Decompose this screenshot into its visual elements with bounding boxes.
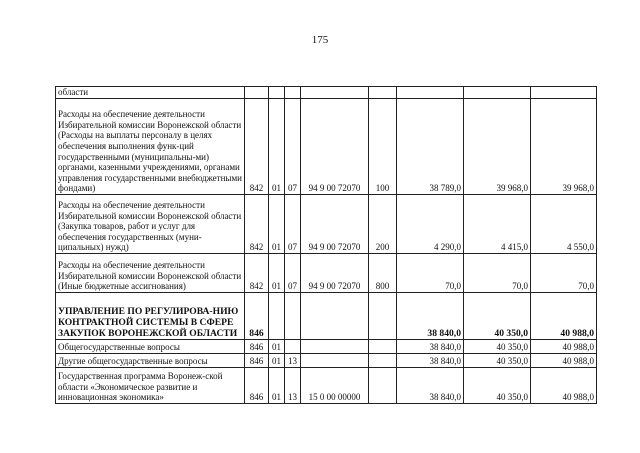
- target-item-cell: [301, 340, 369, 354]
- amount-year2-cell: [464, 87, 531, 99]
- ministry-code-cell: 842: [245, 195, 269, 254]
- section-code-cell: 01: [269, 195, 285, 254]
- table-row: [56, 87, 597, 99]
- subsection-code-cell: 13: [285, 368, 301, 404]
- ministry-code-cell: 846: [245, 354, 269, 368]
- table-row: [56, 254, 597, 293]
- amount-year1-cell: 38 789,0: [397, 99, 464, 195]
- expense-type-cell: [369, 354, 397, 368]
- expense-type-cell: [369, 293, 397, 340]
- subsection-code-cell: [285, 87, 301, 99]
- table-row: [56, 293, 597, 340]
- target-item-cell: 15 0 00 00000: [301, 368, 369, 404]
- table-row: [56, 354, 597, 368]
- ministry-code-cell: 846: [245, 340, 269, 354]
- row-name-cell: Расходы на обеспечение деятельности Избирательной комиссии Воронежской области (Иные бюджетные ассигнования): [56, 254, 245, 293]
- ministry-code-cell: 842: [245, 254, 269, 293]
- amount-year1-cell: 38 840,0: [397, 368, 464, 404]
- target-item-cell: [301, 293, 369, 340]
- row-name-cell: Другие общегосударственные вопросы: [56, 354, 245, 368]
- expense-type-cell: [369, 87, 397, 99]
- amount-year1-cell: 38 840,0: [397, 354, 464, 368]
- target-item-cell: 94 9 00 72070: [301, 254, 369, 293]
- section-code-cell: [269, 293, 285, 340]
- target-item-cell: [301, 354, 369, 368]
- row-name-cell: Государственная программа Воронеж-ской области «Экономическое развитие и инновационная экономика»: [56, 368, 245, 404]
- expense-type-cell: 800: [369, 254, 397, 293]
- row-name-cell: Расходы на обеспечение деятельности Избирательной комиссии Воронежской области (Расходы на выплаты персоналу в целях обеспечения выполнения функ-ций государственными (муниципальны-ми) органами, казенными учреждениями, органами управления государственными внебюджетными фондами): [56, 99, 245, 195]
- subsection-code-cell: [285, 340, 301, 354]
- subsection-code-cell: [285, 293, 301, 340]
- ministry-code-cell: 842: [245, 99, 269, 195]
- subsection-code-cell: 07: [285, 195, 301, 254]
- amount-year3-cell: 4 550,0: [531, 195, 597, 254]
- amount-year3-cell: 40 988,0: [531, 354, 597, 368]
- table-row: [56, 195, 597, 254]
- amount-year3-cell: 70,0: [531, 254, 597, 293]
- section-code-cell: 01: [269, 368, 285, 404]
- amount-year2-cell: 39 968,0: [464, 99, 531, 195]
- amount-year1-cell: 70,0: [397, 254, 464, 293]
- amount-year1-cell: 4 290,0: [397, 195, 464, 254]
- amount-year2-cell: 40 350,0: [464, 354, 531, 368]
- table-row: [56, 340, 597, 354]
- section-code-cell: 01: [269, 354, 285, 368]
- row-name-cell: УПРАВЛЕНИЕ ПО РЕГУЛИРОВА-НИЮ КОНТРАКТНОЙ СИСТЕМЫ В СФЕРЕ ЗАКУПОК ВОРОНЕЖСКОЙ ОБЛАСТИ: [56, 293, 245, 340]
- page-number: 175: [311, 34, 329, 46]
- amount-year2-cell: 4 415,0: [464, 195, 531, 254]
- amount-year2-cell: 70,0: [464, 254, 531, 293]
- section-code-cell: 01: [269, 99, 285, 195]
- expense-type-cell: [369, 340, 397, 354]
- amount-year2-cell: 40 350,0: [464, 293, 531, 340]
- target-item-cell: 94 9 00 72070: [301, 99, 369, 195]
- table-row: [56, 368, 597, 404]
- target-item-cell: [301, 87, 369, 99]
- expense-type-cell: 200: [369, 195, 397, 254]
- ministry-code-cell: 846: [245, 368, 269, 404]
- section-code-cell: 01: [269, 254, 285, 293]
- subsection-code-cell: 07: [285, 254, 301, 293]
- amount-year2-cell: 40 350,0: [464, 368, 531, 404]
- amount-year3-cell: [531, 87, 597, 99]
- ministry-code-cell: 846: [245, 293, 269, 340]
- amount-year2-cell: 40 350,0: [464, 340, 531, 354]
- amount-year3-cell: 40 988,0: [531, 293, 597, 340]
- table-row: [56, 99, 597, 195]
- row-name-cell: Расходы на обеспечение деятельности Избирательной комиссии Воронежской области (Закупка товаров, работ и услуг для обеспечения государственных (муни-ципальных) нужд): [56, 195, 245, 254]
- ministry-code-cell: [245, 87, 269, 99]
- budget-table: [55, 86, 597, 404]
- amount-year1-cell: 38 840,0: [397, 340, 464, 354]
- section-code-cell: [269, 87, 285, 99]
- expense-type-cell: [369, 368, 397, 404]
- target-item-cell: 94 9 00 72070: [301, 195, 369, 254]
- amount-year3-cell: 40 988,0: [531, 368, 597, 404]
- section-code-cell: 01: [269, 340, 285, 354]
- amount-year1-cell: [397, 87, 464, 99]
- amount-year3-cell: 40 988,0: [531, 340, 597, 354]
- expense-type-cell: 100: [369, 99, 397, 195]
- amount-year1-cell: 38 840,0: [397, 293, 464, 340]
- amount-year3-cell: 39 968,0: [531, 99, 597, 195]
- subsection-code-cell: 13: [285, 354, 301, 368]
- row-name-cell: области: [56, 87, 245, 99]
- subsection-code-cell: 07: [285, 99, 301, 195]
- row-name-cell: Общегосударственные вопросы: [56, 340, 245, 354]
